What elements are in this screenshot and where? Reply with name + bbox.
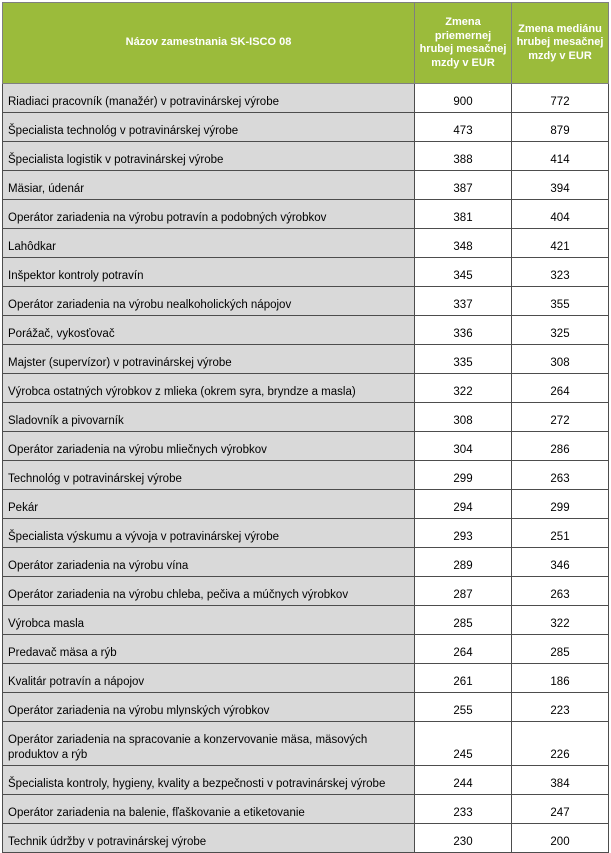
median-wage-change: 272 <box>512 403 609 432</box>
table-row <box>3 258 609 287</box>
median-wage-change: 299 <box>512 490 609 519</box>
occupation-name: Technik údržby v potravinárskej výrobe <box>3 824 415 853</box>
median-wage-change: 421 <box>512 229 609 258</box>
median-wage-change: 247 <box>512 795 609 824</box>
table-row <box>3 548 609 577</box>
occupation-name: Riadiaci pracovník (manažér) v potravinárskej výrobe <box>3 84 415 113</box>
table-row <box>3 113 609 142</box>
average-wage-change: 388 <box>415 142 512 171</box>
median-wage-change: 355 <box>512 287 609 316</box>
median-wage-change: 308 <box>512 345 609 374</box>
table-row <box>3 461 609 490</box>
table-row <box>3 345 609 374</box>
average-wage-change: 233 <box>415 795 512 824</box>
median-wage-change: 394 <box>512 171 609 200</box>
table-row <box>3 606 609 635</box>
average-wage-change: 304 <box>415 432 512 461</box>
occupation-name: Špecialista kontroly, hygieny, kvality a bezpečnosti v potravinárskej výrobe <box>3 766 415 795</box>
occupation-name: Výrobca masla <box>3 606 415 635</box>
occupation-name: Špecialista logistik v potravinárskej výrobe <box>3 142 415 171</box>
average-wage-change: 287 <box>415 577 512 606</box>
table-row <box>3 519 609 548</box>
median-wage-change: 322 <box>512 606 609 635</box>
occupation-name: Kvalitár potravín a nápojov <box>3 664 415 693</box>
table-row <box>3 693 609 722</box>
median-wage-change: 200 <box>512 824 609 853</box>
occupation-name: Operátor zariadenia na výrobu potravín a podobných výrobkov <box>3 200 415 229</box>
table-row <box>3 635 609 664</box>
occupation-name: Výrobca ostatných výrobkov z mlieka (okrem syra, bryndze a masla) <box>3 374 415 403</box>
average-wage-change: 285 <box>415 606 512 635</box>
median-wage-change: 772 <box>512 84 609 113</box>
median-wage-change: 263 <box>512 577 609 606</box>
average-wage-change: 336 <box>415 316 512 345</box>
average-wage-change: 308 <box>415 403 512 432</box>
median-wage-change: 186 <box>512 664 609 693</box>
average-wage-change: 244 <box>415 766 512 795</box>
occupation-name: Sladovník a pivovarník <box>3 403 415 432</box>
average-wage-change: 293 <box>415 519 512 548</box>
occupation-name: Operátor zariadenia na výrobu mliečnych výrobkov <box>3 432 415 461</box>
occupation-name: Technológ v potravinárskej výrobe <box>3 461 415 490</box>
occupation-name: Predavač mäsa a rýb <box>3 635 415 664</box>
average-wage-change: 289 <box>415 548 512 577</box>
average-wage-change: 381 <box>415 200 512 229</box>
occupation-name: Operátor zariadenia na spracovanie a konzervovanie mäsa, mäsových produktov a rýb <box>3 722 415 766</box>
median-wage-change: 325 <box>512 316 609 345</box>
average-wage-change: 473 <box>415 113 512 142</box>
median-wage-change-column-header: Zmena mediánu hrubej mesačnej mzdy v EUR <box>512 3 609 84</box>
occupation-name: Operátor zariadenia na balenie, fľaškovanie a etiketovanie <box>3 795 415 824</box>
occupation-name: Lahôdkar <box>3 229 415 258</box>
average-wage-change: 230 <box>415 824 512 853</box>
occupation-name: Inšpektor kontroly potravín <box>3 258 415 287</box>
average-wage-change: 322 <box>415 374 512 403</box>
average-wage-change: 264 <box>415 635 512 664</box>
average-wage-change: 900 <box>415 84 512 113</box>
median-wage-change: 384 <box>512 766 609 795</box>
table-row <box>3 287 609 316</box>
median-wage-change: 879 <box>512 113 609 142</box>
table-row <box>3 795 609 824</box>
table-row <box>3 200 609 229</box>
occupation-name: Operátor zariadenia na výrobu vína <box>3 548 415 577</box>
table-row <box>3 142 609 171</box>
occupation-name: Špecialista technológ v potravinárskej výrobe <box>3 113 415 142</box>
average-wage-change: 387 <box>415 171 512 200</box>
table-row <box>3 403 609 432</box>
average-wage-change: 245 <box>415 722 512 766</box>
table-row <box>3 432 609 461</box>
average-wage-change: 255 <box>415 693 512 722</box>
table-row <box>3 229 609 258</box>
occupation-name: Majster (supervízor) v potravinárskej výrobe <box>3 345 415 374</box>
occupation-name: Operátor zariadenia na výrobu chleba, pečiva a múčnych výrobkov <box>3 577 415 606</box>
occupation-name: Porážač, vykosťovač <box>3 316 415 345</box>
occupation-name: Operátor zariadenia na výrobu nealkoholických nápojov <box>3 287 415 316</box>
occupation-column-header: Názov zamestnania SK-ISCO 08 <box>3 3 415 84</box>
median-wage-change: 263 <box>512 461 609 490</box>
median-wage-change: 404 <box>512 200 609 229</box>
table-row <box>3 374 609 403</box>
wage-change-table <box>2 2 609 853</box>
table-row <box>3 664 609 693</box>
occupation-name: Operátor zariadenia na výrobu mlynských výrobkov <box>3 693 415 722</box>
average-wage-change: 299 <box>415 461 512 490</box>
table-row <box>3 171 609 200</box>
table-row <box>3 490 609 519</box>
average-wage-change: 261 <box>415 664 512 693</box>
occupation-name: Špecialista výskumu a vývoja v potravinárskej výrobe <box>3 519 415 548</box>
occupation-name: Pekár <box>3 490 415 519</box>
table-header-row <box>3 3 609 84</box>
median-wage-change: 414 <box>512 142 609 171</box>
table-row <box>3 824 609 853</box>
average-wage-change: 337 <box>415 287 512 316</box>
median-wage-change: 226 <box>512 722 609 766</box>
table-row <box>3 722 609 766</box>
median-wage-change: 223 <box>512 693 609 722</box>
median-wage-change: 286 <box>512 432 609 461</box>
average-wage-change-column-header: Zmena priemernej hrubej mesačnej mzdy v EUR <box>415 3 512 84</box>
table-row <box>3 316 609 345</box>
table-row <box>3 84 609 113</box>
median-wage-change: 323 <box>512 258 609 287</box>
table-row <box>3 577 609 606</box>
median-wage-change: 264 <box>512 374 609 403</box>
occupation-name: Mäsiar, údenár <box>3 171 415 200</box>
average-wage-change: 345 <box>415 258 512 287</box>
median-wage-change: 346 <box>512 548 609 577</box>
median-wage-change: 251 <box>512 519 609 548</box>
average-wage-change: 335 <box>415 345 512 374</box>
median-wage-change: 285 <box>512 635 609 664</box>
table-row <box>3 766 609 795</box>
average-wage-change: 294 <box>415 490 512 519</box>
average-wage-change: 348 <box>415 229 512 258</box>
